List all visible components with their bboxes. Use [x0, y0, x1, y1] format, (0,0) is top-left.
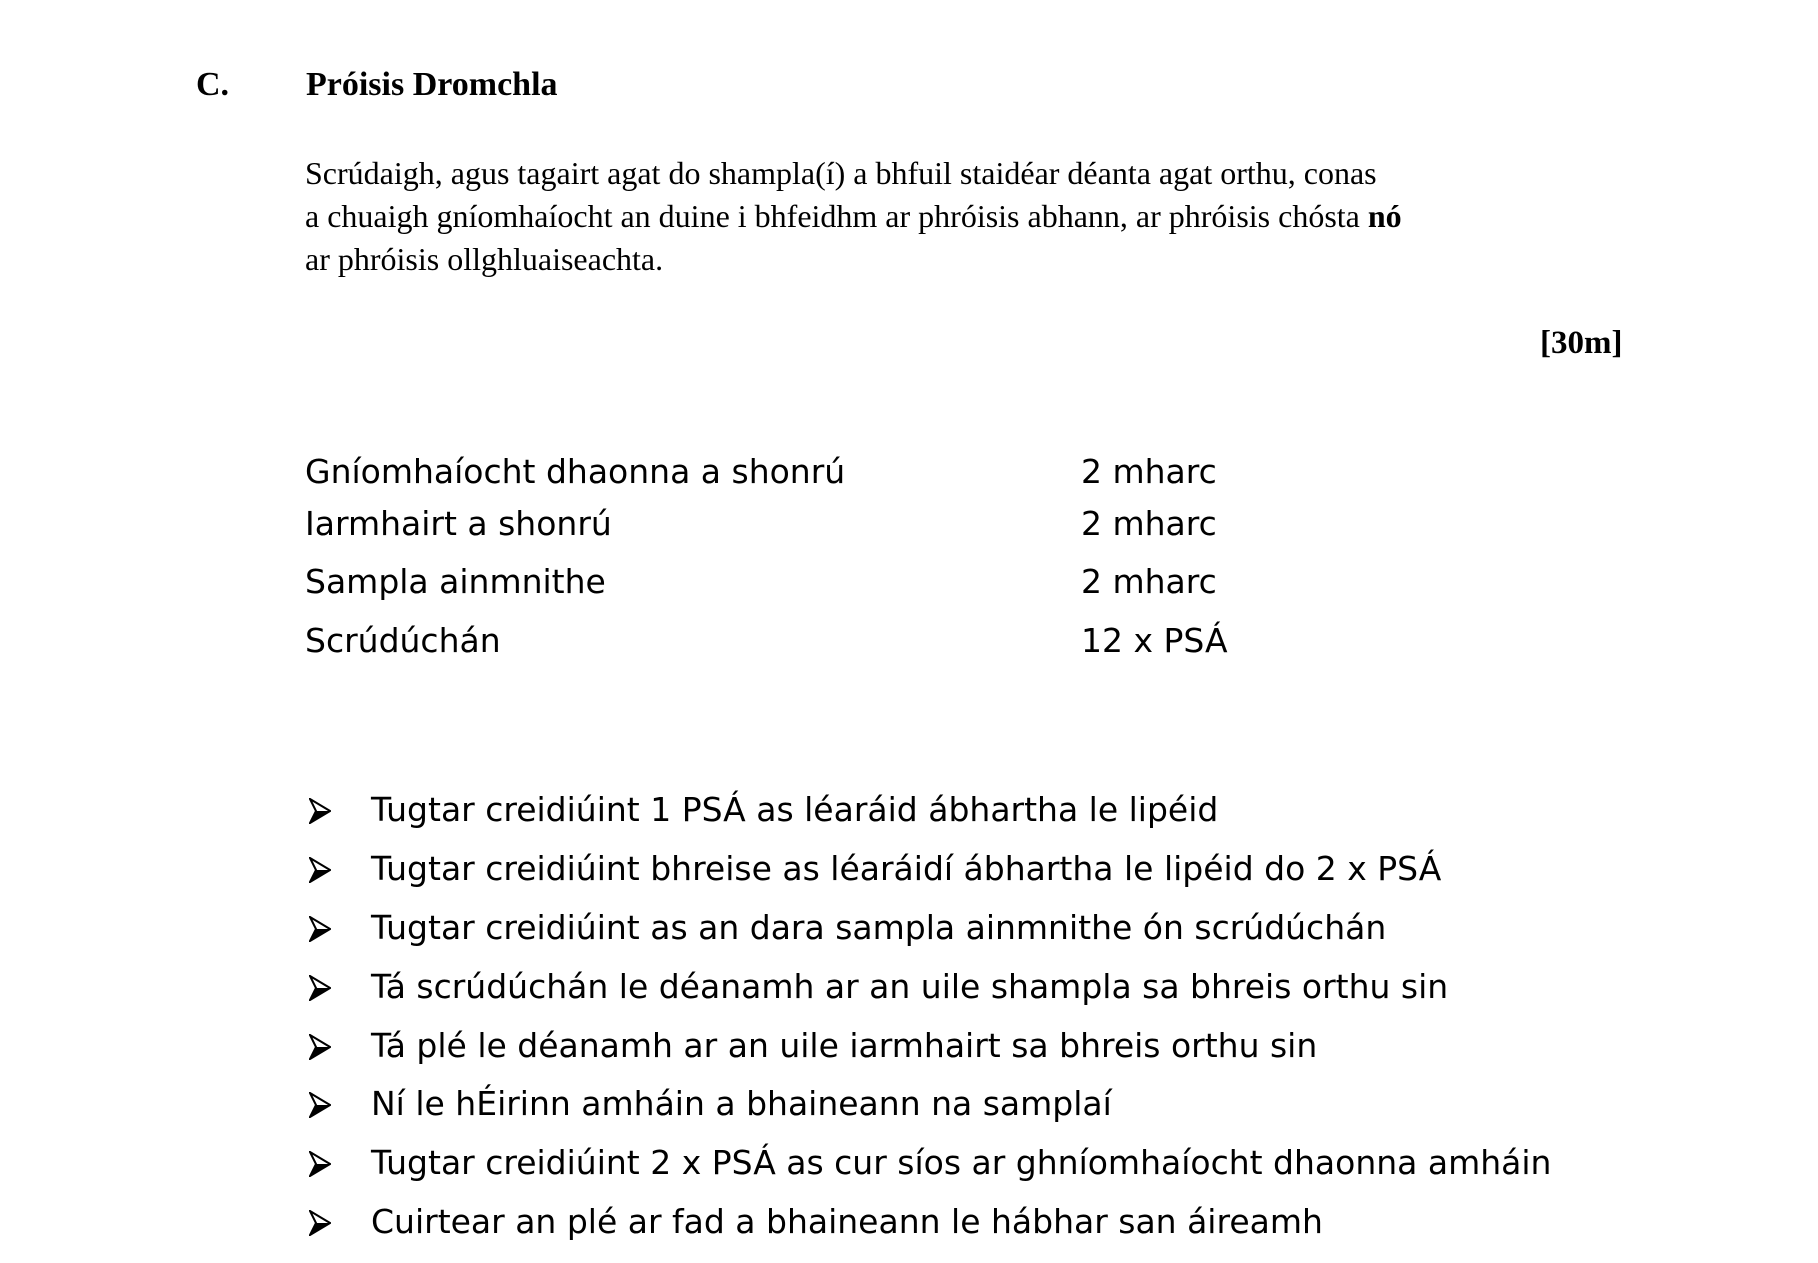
- marks-total: [30m]: [1540, 325, 1623, 361]
- question-line-2-text: a chuaigh gníomhaíocht an duine i bhfeidhm ar phróisis abhann, ar phróisis chósta: [305, 198, 1368, 234]
- section-letter: C.: [196, 66, 230, 103]
- arrowhead-bullet-icon: [309, 1034, 331, 1060]
- scheme-value: 12 x PSÁ: [1081, 621, 1228, 660]
- note-text: Tá plé le déanamh ar an uile iarmhairt sa bhreis orthu sin: [371, 1026, 1318, 1065]
- note-text: Tugtar creidiúint 1 PSÁ as léaráid ábhartha le lipéid: [371, 790, 1219, 829]
- arrowhead-bullet-icon: [309, 1151, 331, 1177]
- section-title: Próisis Dromchla: [306, 66, 558, 103]
- question-text: [305, 152, 1625, 281]
- note-text: Tá scrúdúchán le déanamh ar an uile shampla sa bhreis orthu sin: [371, 967, 1449, 1006]
- scheme-label: Gníomhaíocht dhaonna a shonrú: [305, 452, 846, 491]
- scheme-label: Iarmhairt a shonrú: [305, 504, 612, 543]
- arrowhead-bullet-icon: [309, 975, 331, 1001]
- arrowhead-bullet-icon: [309, 1092, 331, 1118]
- scheme-value: 2 mharc: [1081, 452, 1217, 491]
- arrowhead-bullet-icon: [309, 1210, 331, 1236]
- note-text: Tugtar creidiúint as an dara sampla ainmnithe ón scrúdúchán: [371, 908, 1387, 947]
- question-line-2: [305, 195, 1625, 238]
- scheme-label: Scrúdúchán: [305, 621, 501, 660]
- question-line-3: ar phróisis ollghluaiseachta.: [305, 241, 664, 277]
- note-text: Cuirtear an plé ar fad a bhaineann le hábhar san áireamh: [371, 1202, 1323, 1241]
- note-text: Tugtar creidiúint bhreise as léaráidí ábhartha le lipéid do 2 x PSÁ: [371, 849, 1442, 888]
- scheme-value: 2 mharc: [1081, 504, 1217, 543]
- note-text: Tugtar creidiúint 2 x PSÁ as cur síos ar ghníomhaíocht dhaonna amháin: [371, 1143, 1552, 1182]
- emphasis-or: nó: [1367, 198, 1402, 234]
- scheme-value: 2 mharc: [1081, 562, 1217, 601]
- question-line-1: Scrúdaigh, agus tagairt agat do shampla(í) a bhfuil staidéar déanta agat orthu, conas: [305, 155, 1377, 191]
- note-text: Ní le hÉirinn amháin a bhaineann na samplaí: [371, 1084, 1112, 1123]
- arrowhead-bullet-icon: [309, 798, 331, 824]
- arrowhead-bullet-icon: [309, 916, 331, 942]
- arrowhead-bullet-icon: [309, 857, 331, 883]
- scheme-label: Sampla ainmnithe: [305, 562, 606, 601]
